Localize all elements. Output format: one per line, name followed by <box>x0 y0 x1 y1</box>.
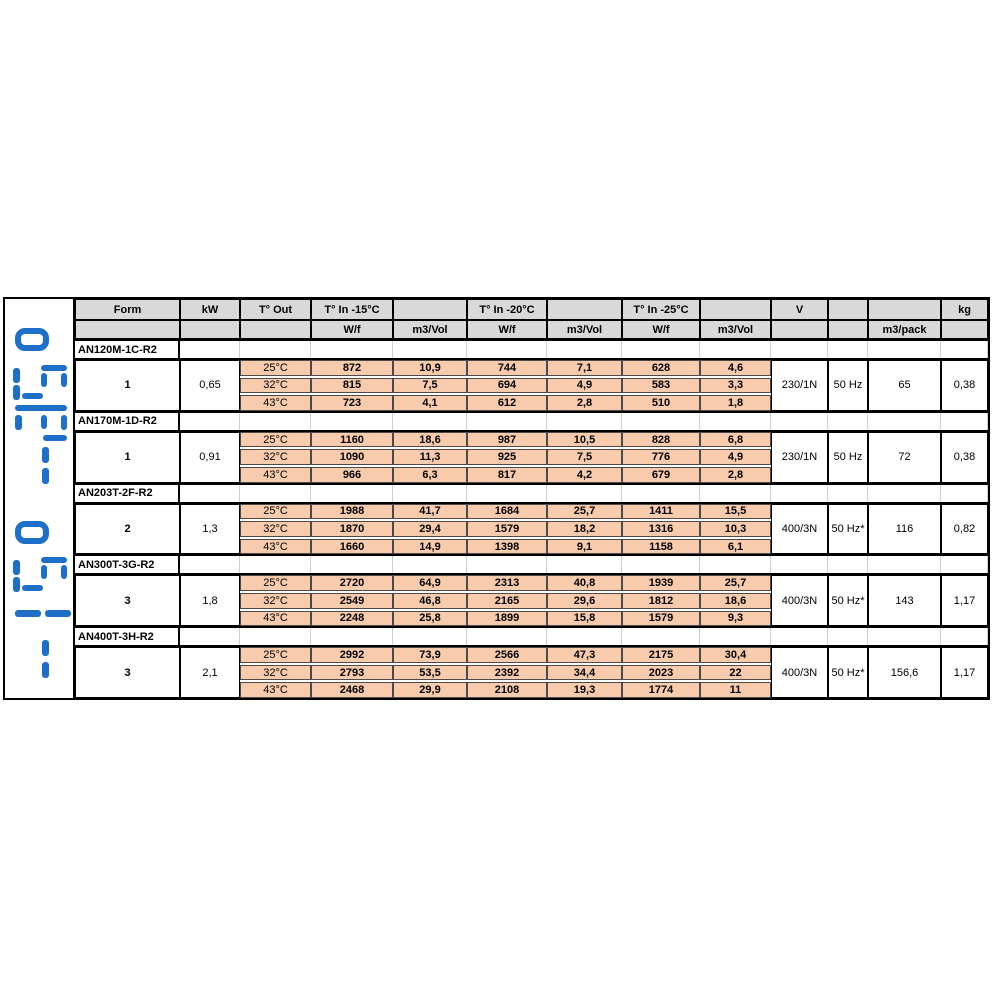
wf-minus15-cell: 2793 <box>311 665 393 681</box>
m3vol-minus20-cell: 7,1 <box>547 360 622 376</box>
m3vol-minus20-cell: 47,3 <box>547 647 622 663</box>
t-out-cell: 32°C <box>240 665 311 681</box>
m3vol-minus25-cell: 18,6 <box>700 593 771 609</box>
wf-minus20-cell: 1398 <box>467 539 547 555</box>
wf-minus20-cell: 2108 <box>467 682 547 698</box>
wf-minus25-cell: 679 <box>622 467 700 483</box>
m3vol-minus25-cell: 10,3 <box>700 521 771 537</box>
segment-zero <box>15 521 49 544</box>
t-out-cell: 43°C <box>240 539 311 555</box>
wf-minus20-cell: 694 <box>467 378 547 394</box>
wf-minus20-cell: 2313 <box>467 575 547 591</box>
form-cell: 1 <box>75 432 180 483</box>
wf-minus15-cell: 1160 <box>311 432 393 448</box>
m3vol-minus15-cell: 14,9 <box>393 539 467 555</box>
header-m3vol-20: m3/Vol <box>547 320 622 339</box>
header-spacer <box>941 320 988 339</box>
wf-minus20-cell: 925 <box>467 449 547 465</box>
t-out-cell: 25°C <box>240 504 311 520</box>
wf-minus15-cell: 1090 <box>311 449 393 465</box>
wf-minus20-cell: 2392 <box>467 665 547 681</box>
kw-cell: 0,91 <box>180 432 240 483</box>
wf-minus15-cell: 1988 <box>311 504 393 520</box>
wf-minus25-cell: 1411 <box>622 504 700 520</box>
header-spacer <box>868 299 941 320</box>
model-data-grid <box>75 575 988 626</box>
m3vol-minus25-cell: 1,8 <box>700 395 771 411</box>
m3vol-minus25-cell: 25,7 <box>700 575 771 591</box>
header-spacer <box>240 320 311 339</box>
voltage-cell: 400/3N <box>771 504 828 555</box>
m3vol-minus25-cell: 4,6 <box>700 360 771 376</box>
m3vol-minus15-cell: 64,9 <box>393 575 467 591</box>
t-out-cell: 25°C <box>240 647 311 663</box>
header-form: Form <box>75 299 180 320</box>
m3vol-minus15-cell: 7,5 <box>393 378 467 394</box>
model-block <box>75 626 988 698</box>
table-blocks <box>75 339 988 698</box>
model-name: AN300T-3G-R2 <box>75 556 180 573</box>
kw-cell: 1,8 <box>180 575 240 626</box>
model-name-row <box>75 628 988 647</box>
m3vol-minus25-cell: 15,5 <box>700 504 771 520</box>
wf-minus25-cell: 628 <box>622 360 700 376</box>
t-out-cell: 25°C <box>240 575 311 591</box>
weight-cell: 1,17 <box>941 575 988 626</box>
kw-cell: 1,3 <box>180 504 240 555</box>
wf-minus15-cell: 872 <box>311 360 393 376</box>
model-name-row <box>75 485 988 504</box>
form-cell: 3 <box>75 575 180 626</box>
header-spacer <box>393 299 467 320</box>
header-kg: kg <box>941 299 988 320</box>
segment-zero <box>15 328 49 351</box>
wf-minus15-cell: 2468 <box>311 682 393 698</box>
header-spacer <box>771 320 828 339</box>
wf-minus20-cell: 987 <box>467 432 547 448</box>
form-cell: 3 <box>75 647 180 698</box>
model-block <box>75 411 988 483</box>
model-block <box>75 339 988 411</box>
header-spacer <box>180 320 240 339</box>
m3vol-minus20-cell: 34,4 <box>547 665 622 681</box>
frequency-cell: 50 Hz <box>828 360 868 411</box>
header-t-in-15: T° In -15°C <box>311 299 393 320</box>
t-out-cell: 32°C <box>240 449 311 465</box>
m3vol-minus25-cell: 30,4 <box>700 647 771 663</box>
frequency-cell: 50 Hz* <box>828 504 868 555</box>
m3vol-minus15-cell: 41,7 <box>393 504 467 520</box>
header-t-in-20: T° In -20°C <box>467 299 547 320</box>
wf-minus25-cell: 1316 <box>622 521 700 537</box>
t-out-cell: 43°C <box>240 467 311 483</box>
m3vol-minus20-cell: 29,6 <box>547 593 622 609</box>
weight-cell: 0,38 <box>941 432 988 483</box>
wf-minus25-cell: 1158 <box>622 539 700 555</box>
header-spacer <box>700 299 771 320</box>
wf-minus25-cell: 510 <box>622 395 700 411</box>
voltage-cell: 400/3N <box>771 647 828 698</box>
model-name: AN120M-1C-R2 <box>75 341 180 358</box>
wf-minus15-cell: 723 <box>311 395 393 411</box>
wf-minus20-cell: 2165 <box>467 593 547 609</box>
m3vol-minus20-cell: 7,5 <box>547 449 622 465</box>
m3vol-minus20-cell: 2,8 <box>547 395 622 411</box>
wf-minus15-cell: 1870 <box>311 521 393 537</box>
wf-minus25-cell: 828 <box>622 432 700 448</box>
wf-minus25-cell: 2175 <box>622 647 700 663</box>
header-m3pack: m3/pack <box>868 320 941 339</box>
frequency-cell: 50 Hz* <box>828 647 868 698</box>
voltage-cell: 230/1N <box>771 360 828 411</box>
wf-minus20-cell: 817 <box>467 467 547 483</box>
wf-minus15-cell: 2720 <box>311 575 393 591</box>
wf-minus25-cell: 776 <box>622 449 700 465</box>
t-out-cell: 32°C <box>240 521 311 537</box>
m3vol-minus20-cell: 10,5 <box>547 432 622 448</box>
model-name-row <box>75 556 988 575</box>
m3vol-minus15-cell: 6,3 <box>393 467 467 483</box>
wf-minus25-cell: 1579 <box>622 611 700 627</box>
m3vol-minus20-cell: 9,1 <box>547 539 622 555</box>
m3vol-minus25-cell: 4,9 <box>700 449 771 465</box>
t-out-cell: 25°C <box>240 432 311 448</box>
wf-minus15-cell: 966 <box>311 467 393 483</box>
frequency-cell: 50 Hz* <box>828 575 868 626</box>
t-out-cell: 43°C <box>240 611 311 627</box>
wf-minus25-cell: 1812 <box>622 593 700 609</box>
m3vol-minus15-cell: 53,5 <box>393 665 467 681</box>
wf-minus25-cell: 1939 <box>622 575 700 591</box>
wf-minus20-cell: 744 <box>467 360 547 376</box>
m3vol-minus25-cell: 11 <box>700 682 771 698</box>
pack-volume-cell: 65 <box>868 360 941 411</box>
wf-minus15-cell: 815 <box>311 378 393 394</box>
model-data-grid <box>75 647 988 698</box>
header-m3vol-15: m3/Vol <box>393 320 467 339</box>
form-cell: 2 <box>75 504 180 555</box>
pack-volume-cell: 72 <box>868 432 941 483</box>
model-name: AN203T-2F-R2 <box>75 485 180 502</box>
m3vol-minus15-cell: 29,4 <box>393 521 467 537</box>
m3vol-minus20-cell: 18,2 <box>547 521 622 537</box>
model-data-grid <box>75 432 988 483</box>
wf-minus15-cell: 1660 <box>311 539 393 555</box>
wf-minus20-cell: 1579 <box>467 521 547 537</box>
model-data-grid <box>75 504 988 555</box>
t-out-cell: 43°C <box>240 395 311 411</box>
header-kw: kW <box>180 299 240 320</box>
model-name: AN170M-1D-R2 <box>75 413 180 430</box>
m3vol-minus20-cell: 40,8 <box>547 575 622 591</box>
header-wf-15: W/f <box>311 320 393 339</box>
model-block <box>75 554 988 626</box>
wf-minus20-cell: 1899 <box>467 611 547 627</box>
m3vol-minus20-cell: 19,3 <box>547 682 622 698</box>
model-name-row <box>75 341 988 360</box>
m3vol-minus20-cell: 25,7 <box>547 504 622 520</box>
m3vol-minus15-cell: 46,8 <box>393 593 467 609</box>
m3vol-minus25-cell: 6,1 <box>700 539 771 555</box>
m3vol-minus15-cell: 18,6 <box>393 432 467 448</box>
header-spacer <box>828 320 868 339</box>
header-t-out: T° Out <box>240 299 311 320</box>
t-out-cell: 43°C <box>240 682 311 698</box>
m3vol-minus15-cell: 73,9 <box>393 647 467 663</box>
wf-minus25-cell: 2023 <box>622 665 700 681</box>
m3vol-minus15-cell: 10,9 <box>393 360 467 376</box>
table-header <box>75 299 988 339</box>
header-wf-20: W/f <box>467 320 547 339</box>
t-out-cell: 32°C <box>240 593 311 609</box>
m3vol-minus25-cell: 9,3 <box>700 611 771 627</box>
m3vol-minus15-cell: 4,1 <box>393 395 467 411</box>
header-spacer <box>75 320 180 339</box>
wf-minus20-cell: 1684 <box>467 504 547 520</box>
weight-cell: 1,17 <box>941 647 988 698</box>
model-name: AN400T-3H-R2 <box>75 628 180 645</box>
wf-minus25-cell: 583 <box>622 378 700 394</box>
weight-cell: 0,38 <box>941 360 988 411</box>
form-cell: 1 <box>75 360 180 411</box>
datasheet-table <box>3 297 990 700</box>
m3vol-minus25-cell: 6,8 <box>700 432 771 448</box>
t-out-cell: 32°C <box>240 378 311 394</box>
header-spacer <box>547 299 622 320</box>
kw-cell: 0,65 <box>180 360 240 411</box>
m3vol-minus20-cell: 4,9 <box>547 378 622 394</box>
header-wf-25: W/f <box>622 320 700 339</box>
wf-minus20-cell: 2566 <box>467 647 547 663</box>
model-block <box>75 483 988 555</box>
wf-minus25-cell: 1774 <box>622 682 700 698</box>
pack-volume-cell: 156,6 <box>868 647 941 698</box>
model-data-grid <box>75 360 988 411</box>
m3vol-minus20-cell: 15,8 <box>547 611 622 627</box>
m3vol-minus25-cell: 22 <box>700 665 771 681</box>
m3vol-minus15-cell: 29,9 <box>393 682 467 698</box>
wf-minus15-cell: 2248 <box>311 611 393 627</box>
t-out-cell: 25°C <box>240 360 311 376</box>
frequency-cell: 50 Hz <box>828 432 868 483</box>
kw-cell: 2,1 <box>180 647 240 698</box>
header-m3vol-25: m3/Vol <box>700 320 771 339</box>
m3vol-minus15-cell: 11,3 <box>393 449 467 465</box>
pack-volume-cell: 143 <box>868 575 941 626</box>
wf-minus15-cell: 2992 <box>311 647 393 663</box>
watermark-strip <box>5 299 75 698</box>
voltage-cell: 400/3N <box>771 575 828 626</box>
header-spacer <box>828 299 868 320</box>
pack-volume-cell: 116 <box>868 504 941 555</box>
weight-cell: 0,82 <box>941 504 988 555</box>
m3vol-minus25-cell: 3,3 <box>700 378 771 394</box>
header-t-in-25: T° In -25°C <box>622 299 700 320</box>
m3vol-minus25-cell: 2,8 <box>700 467 771 483</box>
m3vol-minus20-cell: 4,2 <box>547 467 622 483</box>
m3vol-minus15-cell: 25,8 <box>393 611 467 627</box>
wf-minus20-cell: 612 <box>467 395 547 411</box>
wf-minus15-cell: 2549 <box>311 593 393 609</box>
model-name-row <box>75 413 988 432</box>
voltage-cell: 230/1N <box>771 432 828 483</box>
header-voltage: V <box>771 299 828 320</box>
